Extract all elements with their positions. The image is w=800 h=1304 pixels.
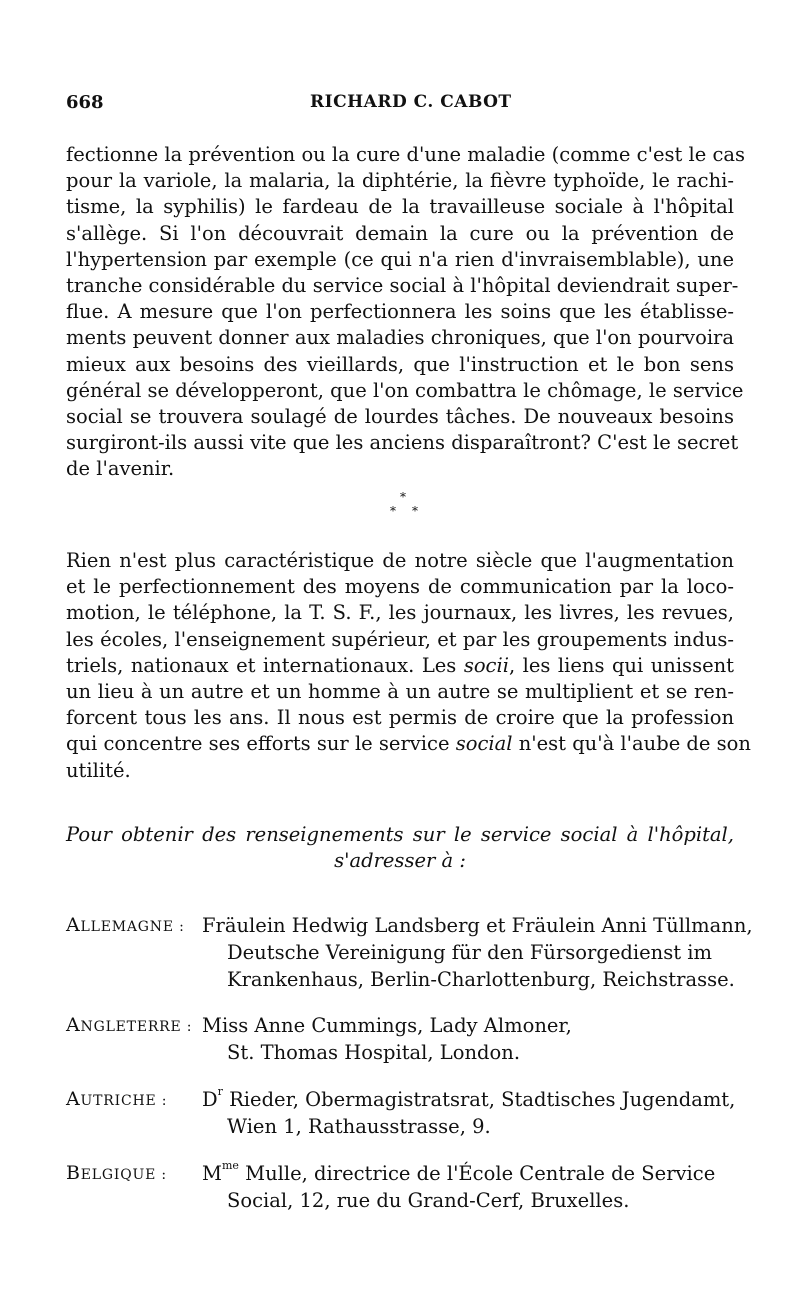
address-text: [202, 912, 753, 993]
country-initial: B: [66, 1162, 81, 1184]
text-line: l'hypertension par exemple (ce qui n'a rien d'invraisemblable), une: [66, 247, 734, 271]
text-line: tranche considérable du service social à l'hôpital deviendrait super-: [66, 274, 739, 298]
text-line: Rien n'est plus caractéristique de notre siècle que l'augmentation: [66, 549, 734, 572]
text-line: s'allège. Si l'on découvrait demain la cure ou la prévention de: [66, 221, 734, 245]
text-line: pour la variole, la malaria, la diphtérie, la fièvre typhoïde, le rachi-: [66, 169, 734, 193]
text-line: utilité.: [66, 758, 131, 782]
text-line: de l'avenir.: [66, 457, 175, 481]
page-header: [66, 92, 734, 122]
paragraph-2: [66, 548, 751, 784]
address-line: Fräulein Hedwig Landsberg et Fräulein Anni Tüllmann,: [202, 914, 753, 937]
country-initial: A: [66, 914, 81, 936]
asterism-separator: [380, 490, 430, 524]
text-line: [66, 653, 734, 679]
country-initial: A: [66, 1088, 81, 1110]
italic-term-socii: socii: [463, 653, 509, 677]
address-line: Wien 1, Rathausstrasse, 9.: [227, 1115, 491, 1138]
text-segment: , les liens qui unissent: [508, 653, 735, 677]
text-line: et le perfectionnement des moyens de communication par la loco-: [66, 575, 734, 599]
italic-term-social: social: [455, 732, 513, 756]
asterism-star: *: [412, 504, 418, 518]
address-line: St. Thomas Hospital, London.: [227, 1041, 521, 1064]
text-line: flue. A mesure que l'on perfectionnera les soins que les établisse-: [66, 300, 734, 324]
paragraph-1: [66, 142, 746, 483]
country-label: ANGLETERRE :: [66, 1014, 193, 1036]
page-number: 668: [66, 92, 104, 113]
address-line: Krankenhaus, Berlin-Charlottenburg, Reichstrasse.: [227, 968, 735, 991]
honorific: D: [202, 1088, 218, 1111]
text-segment: Rieder, Obermagistratsrat, Stadtisches Jugendamt,: [222, 1088, 736, 1111]
country-label: AUTRICHE :: [66, 1088, 168, 1110]
text-line: fectionne la prévention ou la cure d'une maladie (comme c'est le cas: [66, 143, 746, 166]
honorific-superscript: me: [221, 1159, 239, 1172]
address-line: [202, 1160, 715, 1187]
text-line: mieux aux besoins des vieillards, que l'instruction et le bon sens: [66, 352, 734, 376]
address-line: Social, 12, rue du Grand-Cerf, Bruxelles.: [227, 1189, 630, 1212]
info-heading-line-1: Pour obtenir des renseignements sur le service social à l'hôpital,: [66, 823, 734, 846]
honorific: M: [202, 1162, 222, 1185]
country-initial: A: [66, 1014, 81, 1036]
address-line: Miss Anne Cummings, Lady Almoner,: [202, 1014, 572, 1037]
info-heading: [66, 822, 734, 874]
asterism-star: *: [400, 490, 406, 504]
text-line: tisme, la syphilis) le fardeau de la travailleuse sociale à l'hôpital: [66, 195, 734, 219]
text-line: surgiront-ils aussi vite que les anciens disparaîtront? C'est le secret: [66, 431, 739, 455]
text-line: un lieu à un autre et un homme à un autre se multiplient et se ren-: [66, 680, 734, 704]
running-title: RICHARD C. CABOT: [310, 92, 512, 112]
honorific-superscript: r: [217, 1085, 223, 1098]
text-segment: triels, nationaux et internationaux. Les: [66, 653, 457, 677]
address-text: [202, 1160, 715, 1214]
text-line: ments peuvent donner aux maladies chroniques, que l'on pourvoira: [66, 326, 734, 350]
text-segment: Mulle, directrice de l'École Centrale de Service: [238, 1162, 716, 1185]
info-heading-line-2: s'adresser à :: [334, 849, 466, 872]
text-line: [66, 731, 751, 757]
address-line: [202, 1086, 735, 1113]
country-label: ALLEMAGNE :: [66, 914, 185, 936]
text-line: forcent tous les ans. Il nous est permis de croire que la profession: [66, 706, 734, 730]
text-line: social se trouvera soulagé de lourdes tâches. De nouveaux besoins: [66, 405, 734, 429]
address-line: Deutsche Vereinigung für den Fürsorgedienst im: [227, 941, 712, 964]
text-line: général se développeront, que l'on combattra le chômage, le service: [66, 378, 744, 402]
text-segment: n'est qu'à l'aube de son: [512, 732, 751, 756]
address-text: [202, 1086, 735, 1140]
text-line: motion, le téléphone, la T. S. F., les journaux, les livres, les revues,: [66, 601, 734, 625]
address-text: [202, 1012, 572, 1066]
text-segment: qui concentre ses efforts sur le service: [66, 732, 450, 756]
text-line: les écoles, l'enseignement supérieur, et par les groupements indus-: [66, 627, 734, 651]
country-label: BELGIQUE :: [66, 1162, 167, 1184]
asterism-star: *: [390, 504, 396, 518]
